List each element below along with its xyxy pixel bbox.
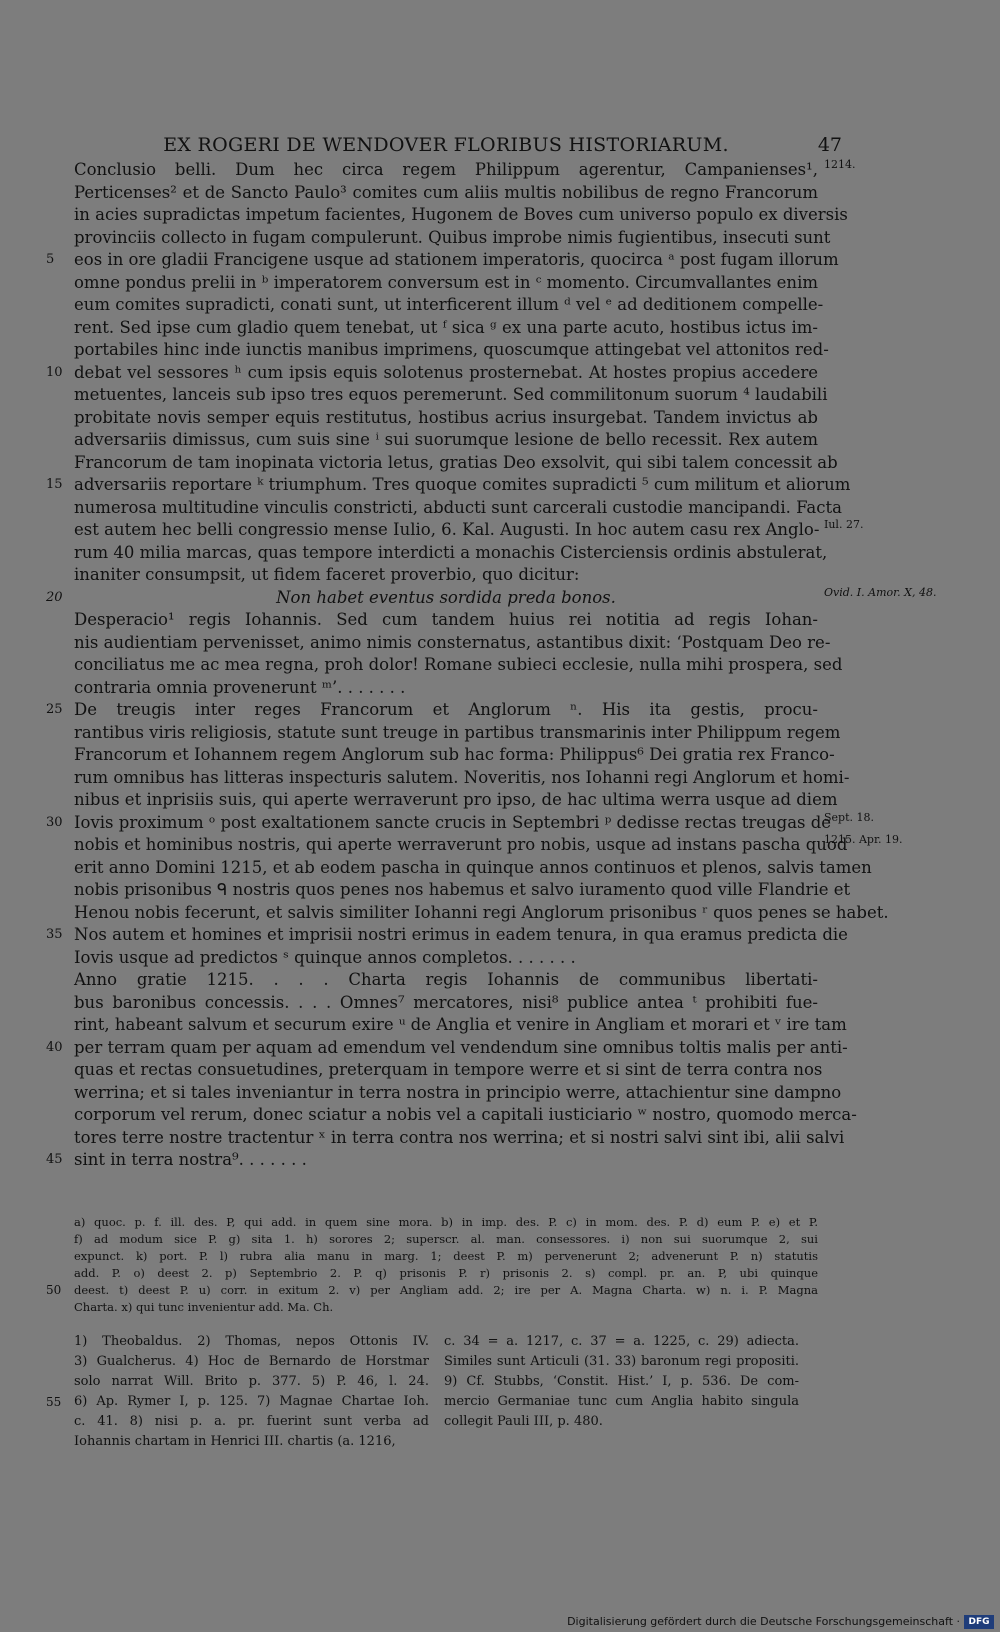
text-line [74,407,818,430]
margin-note: Sept. 18. [824,810,874,824]
line-number: 10 [46,364,63,380]
line-text: Iohannis chartam in Henrici III. chartis (a. 1216, [74,1434,396,1449]
line-text: tores terre nostre tractentur ˣ in terra contra nos werrina; et si nostri salvi sint ibi, alii salvi [74,1127,845,1147]
line-text: Francorum de tam inopinata victoria letus, gratias Deo exsolvit, qui sibi talem concessit ab [74,452,838,472]
dfg-logo: DFG [964,1615,994,1629]
line-text: contraria omnia provenerunt ᵐ’. . . . . . . [74,677,406,697]
line-text: nibus et inprisiis suis, qui aperte werraverunt pro ipso, de hac ultima werra usque ad diem [74,790,838,809]
page-number: 47 [817,134,842,156]
line-text: portabiles hinc inde iunctis manibus imprimens, quoscumque attingebat vel attonitos red- [74,340,829,359]
line-text: Henou nobis fecerunt, et salvis similiter Iohanni regi Anglorum prisonibus ʳ quos penes se habet. [74,902,889,922]
text-line [74,833,903,857]
text-line [74,677,818,700]
line-number: 45 [46,1152,63,1167]
line-text: quas et rectas consuetudines, preterquam in tempore werre et si sint de terra contra nos [74,1060,823,1079]
line-number: 20 [46,589,63,605]
text-line [46,362,818,385]
line-text: Similes sunt Articuli (31. 33) baronum regi propositi. [444,1354,799,1369]
line-number: 40 [46,1039,63,1055]
text-line [74,542,828,565]
text-line [74,744,835,767]
line-text: debat vel sessores ʰ cum ipsis equis solotenus prosternebat. At hostes propius accedere [74,362,818,382]
text-line [74,992,818,1015]
main-text [46,158,937,1172]
variant-note-line [74,1265,818,1282]
variant-note-line [46,1282,818,1299]
text-line [74,947,818,970]
footnote-line [74,1352,429,1372]
variant-note-line [74,1299,818,1316]
footnotes-right-column [444,1332,799,1432]
line-text: rantibus viris religiosis, statute sunt treuge in partibus transmarinis inter Philippum regem [74,722,841,742]
text-line [74,317,818,340]
variant-note-line [74,1248,818,1265]
line-text: eum comites supradicti, conati sunt, ut interficerent illum ᵈ vel ᵉ ad deditionem compelle- [74,295,824,314]
line-text: 6) Ap. Rymer I, p. 125. 7) Magnae Chartae Ioh. [74,1394,429,1409]
text-line [74,429,818,452]
line-text: 9) Cf. Stubbs, ‘Constit. Hist.’ I, p. 536. De com- [444,1374,799,1389]
line-text: per terram quam per aquam ad emendum vel vendendum sine omnibus toltis malis per anti- [74,1037,848,1057]
text-line [74,969,818,992]
line-text: rint, habeant salvum et securum exire ᵘ de Anglia et venire in Angliam et morari et ᵛ ire tam [74,1015,847,1034]
footnotes-left-column [46,1332,429,1452]
text-line [74,1104,857,1127]
footnote-line [46,1392,429,1412]
line-text: in acies supradictas impetum facientes, Hugonem de Boves cum universo populo ex diversis [74,205,848,224]
line-number: 30 [46,814,63,830]
text-line [74,339,829,362]
line-text: bus baronibus concessis. . . . Omnes⁷ mercatores, nisi⁸ publice antea ᵗ prohibiti fue- [74,992,818,1012]
footnote-line [74,1412,429,1432]
text-line [46,585,937,610]
text-line [74,722,841,745]
footnote-line [444,1412,799,1432]
margin-note: 1214. [824,158,856,171]
line-text: inaniter consumpsit, ut fidem faceret proverbio, quo dicitur: [74,565,580,584]
line-text: conciliatus me ac mea regna, proh dolor! Romane subieci ecclesie, nulla mihi prospera, sed [74,655,843,674]
line-text: De treugis inter reges Francorum et Anglorum ⁿ. His ita gestis, procu- [74,700,818,719]
line-text: numerosa multitudine vinculis constricti, abducti sunt carcerali custodie mancipandi. Facta [74,497,842,517]
line-text: c. 41. 8) nisi p. a. pr. fuerint sunt verba ad [74,1414,429,1429]
line-text: add. P. o) deest 2. p) Septembrio 2. P. q) prisonis P. r) prisonis 2. s) compl. pr. an. P, ubi quinque [74,1266,818,1280]
line-text: rent. Sed ipse cum gladio quem tenebat, ut ᶠ sica ᵍ ex una parte acuto, hostibus ictus im- [74,317,818,337]
margin-note: Ovid. I. Amor. X, 48. [824,585,937,599]
variant-note-line [74,1231,818,1248]
text-line [74,632,831,655]
line-text: Charta. x) qui tunc invenientur add. Ma. Ch. [74,1300,334,1314]
text-line [46,699,818,722]
line-text: solo narrat Will. Brito p. 377. 5) P. 46, l. 24. [74,1374,429,1389]
line-text: deest. t) deest P. u) corr. in exitum 2. v) per Angliam add. 2; ire per A. Magna Charta. w) n. i. P. Magna [74,1283,818,1297]
line-text: Perticenses² et de Sancto Paulo³ comites cum aliis multis nobilibus de regno Francorum [74,182,818,202]
line-text: est autem hec belli congressio mense Iulio, 6. Kal. Augusti. In hoc autem casu rex Anglo- [74,520,820,539]
text-line [46,249,839,272]
line-text: Conclusio belli. Dum hec circa regem Philippum agerentur, Campanienses¹, [74,160,818,179]
footnote-line [74,1332,429,1352]
text-line [74,294,824,317]
text-line [74,497,842,520]
footnote-line [444,1352,799,1372]
text-line [74,564,818,587]
line-text: a) quoc. p. f. ill. des. P, qui add. in quem sine mora. b) in imp. des. P. c) in mom. des. P. d) eum P. e) et P. [74,1215,818,1229]
line-number: 5 [46,252,55,267]
text-line [74,1014,847,1037]
footnote-line [74,1372,429,1392]
text-line [74,654,843,677]
line-text: expunct. k) port. P. l) rubra alia manu in marg. 1; deest P. m) pervenerunt 2; advenerunt P. n) statutis [74,1249,818,1263]
variant-notes [46,1214,818,1316]
line-text: Desperacio¹ regis Iohannis. Sed cum tandem huius rei notitia ad regis Iohan- [74,610,818,629]
line-text: sint in terra nostra⁹. . . . . . . [74,1150,307,1169]
text-line [74,857,872,880]
line-number: 55 [46,1395,62,1409]
line-text: nobis et hominibus nostris, qui aperte werraverunt pro nobis, usque ad instans pascha quod [74,835,848,854]
line-text: 1) Theobaldus. 2) Thomas, nepos Ottonis IV. [74,1334,429,1349]
line-text: mercio Germaniae tunc cum Anglia habito singula [444,1394,799,1409]
line-number: 35 [46,927,63,942]
footnote-line [444,1392,799,1412]
line-text: eos in ore gladii Francigene usque ad stationem imperatoris, quocirca ᵃ post fugam illorum [74,250,839,269]
text-line [46,1149,818,1172]
line-text: adversariis reportare ᵏ triumphum. Tres quoque comites supradicti ⁵ cum militum et aliorum [74,475,851,494]
text-line [74,879,851,902]
text-line [46,474,851,497]
margin-note: 1215. Apr. 19. [824,833,903,846]
line-text: rum omnibus has litteras inspecturis salutem. Noveritis, nos Iohanni regi Anglorum et homi- [74,767,850,787]
text-line [74,182,818,205]
line-number: 50 [46,1283,62,1297]
line-text: Nos autem et homines et imprisii nostri erimus in eadem tenura, in qua eramus predicta die [74,925,848,944]
footnote-line [444,1332,799,1352]
text-line [46,1037,848,1060]
text-line [74,789,838,812]
footnote-line [444,1372,799,1392]
line-text: f) ad modum sice P. g) sita 1. h) sorores 2; superscr. al. man. consessores. i) non sui suorumque 2, sui [74,1232,818,1246]
line-number: 15 [46,477,63,492]
text-line [74,518,864,542]
line-text: Non habet eventus sordida preda bonos. [276,587,616,607]
text-line [74,1059,823,1082]
footnote-line [74,1432,429,1452]
text-line [74,384,828,407]
line-text: Iovis usque ad predictos ˢ quinque annos completos. . . . . . . [74,947,576,967]
variant-note-line [74,1214,818,1231]
line-text: erit anno Domini 1215, et ab eodem pascha in quinque annos continuos et plenos, salvis tamen [74,857,872,877]
line-text: Iovis proximum ᵒ post exaltationem sancte crucis in Septembri ᵖ dedisse rectas treugas de [74,812,832,832]
text-line [46,924,848,947]
line-text: Francorum et Iohannem regem Anglorum sub hac forma: Philippus⁶ Dei gratia rex Franco- [74,745,835,764]
line-text: metuentes, lanceis sub ipso tres equos peremerunt. Sed commilitonum suorum ⁴ laudabili [74,385,828,404]
line-text: 3) Gualcherus. 4) Hoc de Bernardo de Horstmar [74,1354,429,1369]
line-text: adversariis dimissus, cum suis sine ⁱ sui suorumque lesione de bello recessit. Rex autem [74,430,818,449]
running-title: EX ROGERI DE WENDOVER FLORIBUS HISTORIARUM. [163,134,729,156]
text-line [74,272,818,295]
text-line [46,810,874,835]
line-text: rum 40 milia marcas, quas tempore interdicti a monachis Cisterciensis ordinis abstulerat, [74,542,828,562]
text-line [74,227,831,250]
text-line [74,609,818,632]
line-text: Anno gratie 1215. . . . Charta regis Iohannis de communibus libertati- [74,970,818,989]
line-text: nobis prisonibus ᑫ nostris quos penes nos habemus et salvo iuramento quod ville Flandrie et [74,880,851,899]
line-text: corporum vel rerum, donec sciatur a nobis vel a capitali iusticiario ʷ nostro, quomodo merca- [74,1105,857,1124]
text-line [74,158,856,182]
line-text: omne pondus prelii in ᵇ imperatorem conversum est in ᶜ momento. Circumvallantes enim [74,272,818,292]
line-number: 25 [46,702,63,717]
line-text: collegit Pauli III, p. 480. [444,1414,603,1429]
line-text: werrina; et si tales inveniantur in terra nostra in principio werre, attachientur sine dampno [74,1082,842,1102]
margin-note: Iul. 27. [824,518,864,531]
line-text: nis audientiam pervenisset, animo nimis consternatus, astantibus dixit: ‘Postquam Deo re- [74,632,831,652]
text-line [74,1127,845,1150]
text-line [74,452,838,475]
text-line [74,902,889,925]
line-text: c. 34 = a. 1217, c. 37 = a. 1225, c. 29) adiecta. [444,1334,799,1349]
digitization-credit: Digitalisierung gefördert durch die Deutsche Forschungsgemeinschaft · [567,1615,960,1628]
text-line [74,204,848,227]
line-text: provinciis collecto in fugam compulerunt. Quibus improbe nimis fugientibus, insecuti sunt [74,227,831,247]
text-line [74,767,850,790]
line-text: probitate novis semper equis restitutus, hostibus acrius insurgebat. Tandem invictus ab [74,407,818,427]
text-line [74,1082,842,1105]
